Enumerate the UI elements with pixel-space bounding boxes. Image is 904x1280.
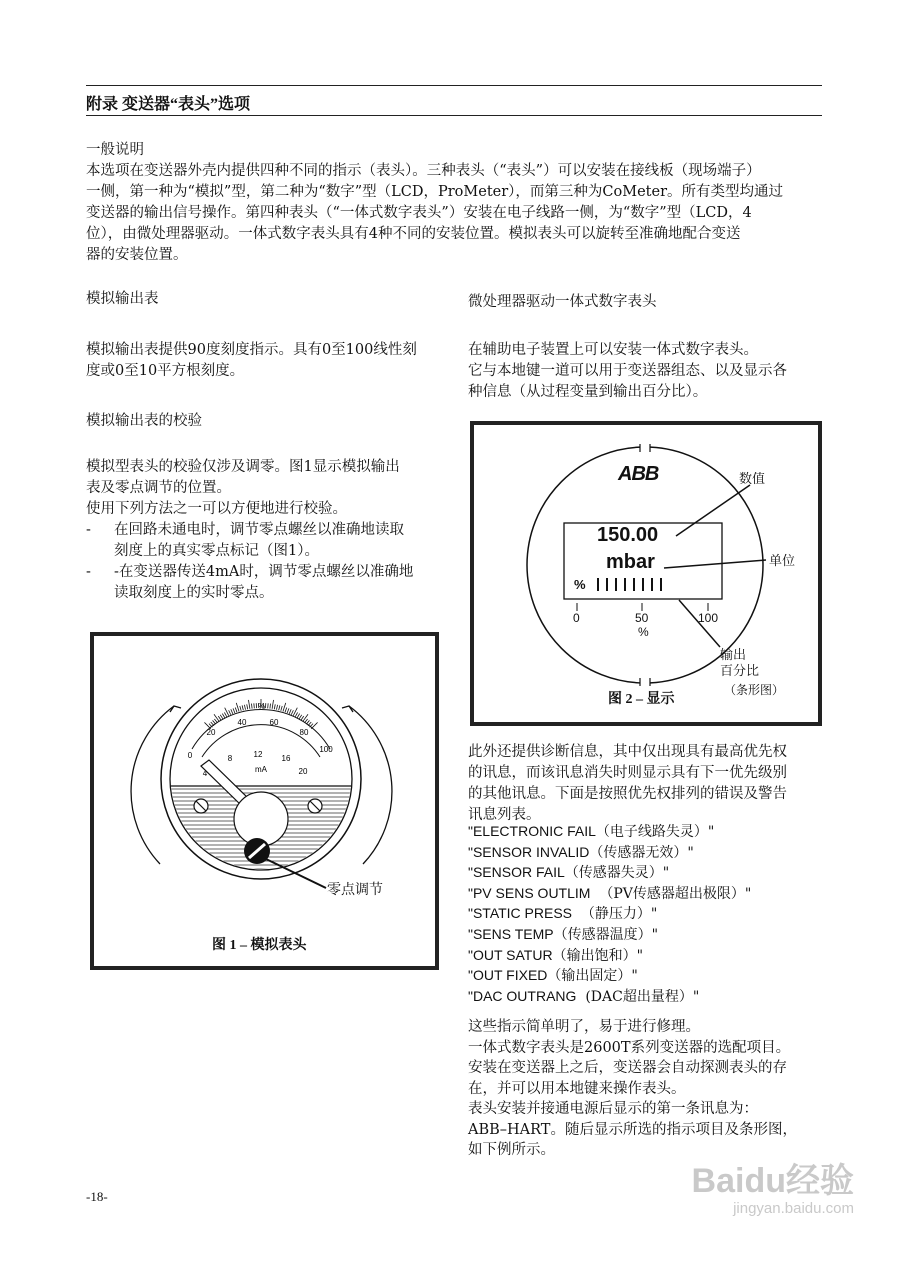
general-line: 器的安装位置。 bbox=[86, 247, 188, 263]
bar-scale-label: 50 bbox=[635, 611, 649, 625]
page-title: 附录 变送器“表头”选项 bbox=[86, 96, 251, 113]
closing-line: ABB–HART。随后显示所选的指示项目及条形图， bbox=[468, 1121, 797, 1138]
closing-paragraph bbox=[468, 1017, 797, 1161]
page-number: -18- bbox=[86, 1189, 108, 1204]
lcd-bar-symbol: % bbox=[574, 577, 586, 592]
message-code: "PV SENS OUTLIM bbox=[468, 884, 591, 901]
message-code: "ELECTRONIC FAIL bbox=[468, 823, 596, 839]
scale-label: 60 bbox=[269, 718, 279, 727]
figure-2-caption: 图 2 – 显示 bbox=[608, 692, 675, 707]
meter-hub bbox=[234, 792, 288, 846]
list-line: 读取刻度上的实时零点。 bbox=[114, 585, 274, 601]
analog-line: 度或0至10平方根刻度。 bbox=[86, 363, 245, 379]
message-code: "OUT SATUR bbox=[468, 946, 553, 963]
lcd-unit: mbar bbox=[606, 551, 655, 573]
closing-line: 这些指示简单明了，易于进行修理。 bbox=[468, 1019, 700, 1035]
message-desc: （PV传感器超出极限）" bbox=[590, 885, 752, 902]
message-item bbox=[468, 884, 751, 905]
message-desc: （电子线路失灵）" bbox=[595, 824, 715, 840]
scale-label: 4 bbox=[202, 769, 208, 778]
scale-ma-label: mA bbox=[255, 765, 267, 774]
header-rule-top bbox=[86, 85, 822, 86]
message-item bbox=[468, 925, 751, 946]
message-desc: （输出饱和）" bbox=[552, 947, 644, 964]
message-code: "OUT FIXED bbox=[468, 967, 548, 984]
closing-line: 一体式数字表头是2600T系列变送器的选配项目。 bbox=[468, 1039, 791, 1056]
digital-intro-line: 在辅助电子装置上可以安装一体式数字表头。 bbox=[468, 342, 758, 358]
digital-intro-line: 它与本地键一道可以用于变送器组态、以及显示各 bbox=[468, 363, 787, 379]
general-paragraph bbox=[86, 161, 783, 266]
message-desc: （传感器温度）" bbox=[553, 926, 659, 943]
figure-1-box bbox=[90, 632, 439, 970]
diagnostics-line: 此外还提供诊断信息，其中仅出现具有最高优先权 bbox=[468, 744, 787, 760]
message-code: "DAC OUTRANG bbox=[468, 987, 577, 1004]
scale-label: 20 bbox=[298, 767, 308, 776]
diagnostics-line: 的其他讯息。下面是按照优先权排列的错误及警告 bbox=[468, 786, 787, 802]
analog-line: 模拟输出表提供90度刻度指示。具有0至100线性刻 bbox=[86, 342, 417, 358]
message-list bbox=[468, 822, 751, 1007]
label-value: 数值 bbox=[739, 471, 766, 486]
closing-line: 安装在变送器上之后，变送器会自动探测表头的存 bbox=[468, 1060, 787, 1076]
message-item bbox=[468, 843, 751, 864]
list-line: -在变送器传送4mA时，调节零点螺丝以准确地 bbox=[114, 564, 414, 580]
scale-label: 8 bbox=[227, 754, 233, 763]
calibration-line: 模拟型表头的校验仅涉及调零。图1显示模拟输出 bbox=[86, 459, 400, 475]
message-item bbox=[468, 946, 751, 967]
digital-intro-line: 种信息（从过程变量到输出百分比）。 bbox=[468, 384, 708, 400]
calibration-heading: 模拟输出表的校验 bbox=[86, 413, 202, 429]
message-item bbox=[468, 822, 751, 843]
screw-right-icon bbox=[308, 799, 322, 813]
digital-intro bbox=[468, 340, 787, 403]
arrow-head-right-icon bbox=[342, 706, 353, 712]
closing-line: 如下例所示。 bbox=[468, 1142, 555, 1158]
message-item bbox=[468, 904, 751, 925]
message-item bbox=[468, 863, 751, 884]
abb-logo: ABB bbox=[618, 463, 659, 485]
housing-notch-bottom bbox=[640, 678, 650, 687]
calibration-line: 使用下列方法之一可以方便地进行校验。 bbox=[86, 501, 347, 517]
general-line: 一侧，第一种为“模拟”型，第二种为“数字”型（LCD，ProMeter），而第三种为CoMeter。所有类型均通过 bbox=[86, 184, 784, 200]
analog-meter-diagram bbox=[94, 636, 435, 966]
zero-adjust-label: 零点调节 bbox=[327, 883, 383, 898]
bar-scale-unit: % bbox=[638, 625, 649, 639]
housing-notch-top bbox=[640, 443, 650, 451]
scale-unit-label: % bbox=[258, 702, 266, 711]
bar-scale-label: 0 bbox=[573, 611, 580, 625]
message-item bbox=[468, 966, 751, 987]
scale-label: 80 bbox=[299, 728, 309, 737]
list-bullet: - bbox=[86, 522, 91, 538]
diagnostics-line: 的讯息，而该讯息消失时则显示具有下一优先级别 bbox=[468, 765, 787, 781]
list-bullet: - bbox=[86, 564, 91, 580]
scale-label: 0 bbox=[187, 751, 193, 760]
scale-label: 100 bbox=[319, 745, 333, 754]
closing-line: 表头安装并接通电源后显示的第一条讯息为： bbox=[468, 1101, 758, 1117]
watermark-url: jingyan.baidu.com bbox=[733, 1200, 854, 1217]
arrow-head-left-icon bbox=[170, 706, 181, 712]
analog-paragraph bbox=[86, 340, 417, 382]
figure-2-box bbox=[470, 421, 822, 726]
analog-heading: 模拟输出表 bbox=[86, 291, 159, 307]
list-line: 刻度上的真实零点标记（图1）。 bbox=[114, 543, 319, 559]
diagnostics-paragraph bbox=[468, 742, 787, 826]
scale-label: 16 bbox=[281, 754, 291, 763]
message-item bbox=[468, 987, 751, 1008]
label-output: 输出 bbox=[720, 647, 747, 662]
label-unit: 单位 bbox=[769, 553, 796, 568]
message-code: "STATIC PRESS bbox=[468, 905, 573, 922]
figure-1-caption: 图 1 – 模拟表头 bbox=[212, 938, 307, 953]
scale-label: 20 bbox=[206, 728, 216, 737]
closing-line: 在，并可以用本地键来操作表头。 bbox=[468, 1080, 686, 1097]
calibration-line: 表及零点调节的位置。 bbox=[86, 480, 231, 496]
message-code: "SENSOR INVALID bbox=[468, 843, 590, 860]
list-item bbox=[86, 520, 413, 562]
diagnostics-line: 讯息列表。 bbox=[468, 807, 541, 823]
general-line: 位），由微处理器驱动。一体式数字表头具有4种不同的安装位置。模拟表头可以旋转至准确地配合变送 bbox=[86, 226, 741, 242]
screw-left-icon bbox=[194, 799, 208, 813]
header-rule-bottom bbox=[86, 115, 822, 116]
general-line: 变送器的输出信号操作。第四种表头（“一体式数字表头”）安装在电子线路一侧，为“数字”型（LCD，4 bbox=[86, 205, 752, 221]
scale-label: 40 bbox=[237, 718, 247, 727]
message-desc: （传感器失灵）" bbox=[564, 865, 670, 882]
lcd-value: 150.00 bbox=[597, 524, 659, 546]
message-desc: (DAC超出量程）" bbox=[576, 988, 700, 1005]
message-code: "SENS TEMP bbox=[468, 925, 554, 942]
watermark-brand: Baidu经验 bbox=[691, 1162, 854, 1200]
bar-scale-label: 100 bbox=[698, 611, 719, 625]
message-desc: （传感器无效）" bbox=[589, 844, 694, 861]
message-desc: （输出固定）" bbox=[547, 968, 638, 985]
watermark bbox=[692, 1162, 854, 1217]
general-line: 本选项在变送器外壳内提供四种不同的指示（表头）。三种表头（“表头”）可以安装在接线板（现场端子） bbox=[86, 163, 761, 179]
digital-heading: 微处理器驱动一体式数字表头 bbox=[468, 294, 657, 310]
list-item bbox=[86, 562, 413, 604]
general-heading: 一般说明 bbox=[86, 142, 144, 158]
label-percent: 百分比 bbox=[720, 663, 760, 678]
message-desc: （静压力）" bbox=[572, 906, 658, 923]
scale-label: 12 bbox=[253, 750, 263, 759]
label-bargraph: （条形图） bbox=[724, 683, 785, 697]
message-code: "SENSOR FAIL bbox=[468, 864, 565, 881]
calibration-paragraph bbox=[86, 457, 413, 604]
list-line: 在回路未通电时，调节零点螺丝以准确地读取 bbox=[114, 522, 404, 538]
